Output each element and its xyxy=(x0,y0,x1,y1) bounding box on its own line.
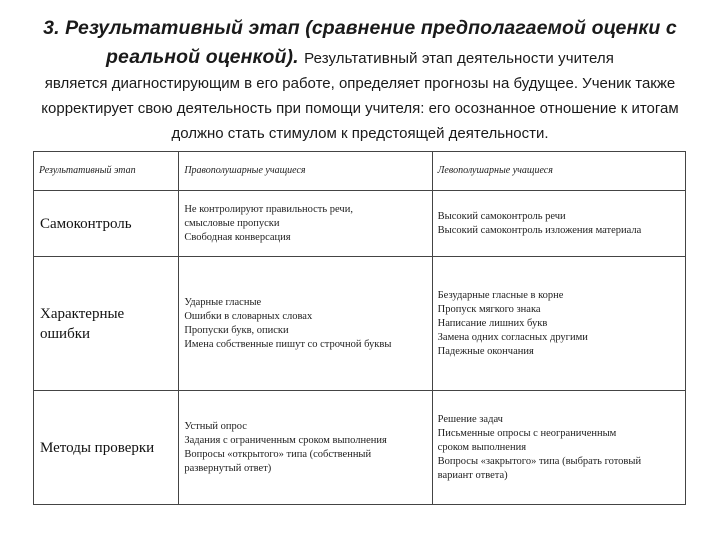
stage-cell: Самоконтроль xyxy=(34,191,179,257)
cell-line: Решение задач xyxy=(437,413,503,425)
cell-line: развернутый ответ) xyxy=(184,462,272,474)
table-header-row xyxy=(34,152,686,191)
cell-line: Безударные гласные в корне xyxy=(437,289,564,301)
left-hemisphere-cell xyxy=(432,391,685,505)
cell-line: Пропуск мягкого знака xyxy=(437,303,541,315)
right-hemisphere-cell xyxy=(179,391,432,505)
stage-cell: Методы проверки xyxy=(34,391,179,505)
table-row xyxy=(34,391,686,505)
cell-line: вариант ответа) xyxy=(437,469,508,481)
cell-line: смысловые пропуски xyxy=(184,217,280,229)
cell-line: Падежные окончания xyxy=(437,345,534,357)
right-hemisphere-cell xyxy=(179,191,432,257)
intro-text xyxy=(24,14,696,146)
heading-bold: 3. Результативный этап (сравнение предполагаемой оценки с реальной оценкой). xyxy=(43,17,677,68)
cell-line: Свободная конверсация xyxy=(184,231,291,243)
cell-line: сроком выполнения xyxy=(437,441,527,453)
intro-heading xyxy=(24,14,696,73)
header-stage: Результативный этап xyxy=(34,152,179,191)
cell-line: Написание лишних букв xyxy=(437,317,548,329)
header-left-hemisphere: Левополушарные учащиеся xyxy=(432,152,685,191)
table-row xyxy=(34,257,686,391)
header-right-hemisphere: Правополушарные учащиеся xyxy=(179,152,432,191)
cell-line: Ошибки в словарных словах xyxy=(184,310,313,322)
results-table xyxy=(33,151,686,505)
cell-line: Не контролируют правильность речи, xyxy=(184,203,353,215)
right-hemisphere-cell xyxy=(179,257,432,391)
cell-line: Задания с ограниченным сроком выполнения xyxy=(184,434,387,446)
stage-cell: Характерные ошибки xyxy=(34,257,179,391)
cell-line: Вопросы «открытого» типа (собственный xyxy=(184,448,372,460)
intro-body: является диагностирующим в его работе, определяет прогнозы на будущее. Ученик также корректирует свою деятельность при помощи учителя: его осознанное отношение к итогам должно стать стимулом к предстоящей деятельности. xyxy=(41,75,679,142)
cell-line: Письменные опросы с неограниченным xyxy=(437,427,617,439)
cell-line: Высокий самоконтроль речи xyxy=(437,210,566,222)
cell-line: Устный опрос xyxy=(184,420,247,432)
table-row xyxy=(34,191,686,257)
cell-line: Высокий самоконтроль изложения материала xyxy=(437,224,642,236)
left-hemisphere-cell xyxy=(432,257,685,391)
cell-line: Пропуски букв, описки xyxy=(184,324,289,336)
cell-line: Замена одних согласных другими xyxy=(437,331,588,343)
cell-line: Ударные гласные xyxy=(184,296,262,308)
left-hemisphere-cell xyxy=(432,191,685,257)
cell-line: Имена собственные пишут со строчной буквы xyxy=(184,338,392,350)
heading-tail: Результативный этап деятельности учителя xyxy=(304,50,614,67)
cell-line: Вопросы «закрытого» типа (выбрать готовый xyxy=(437,455,642,467)
